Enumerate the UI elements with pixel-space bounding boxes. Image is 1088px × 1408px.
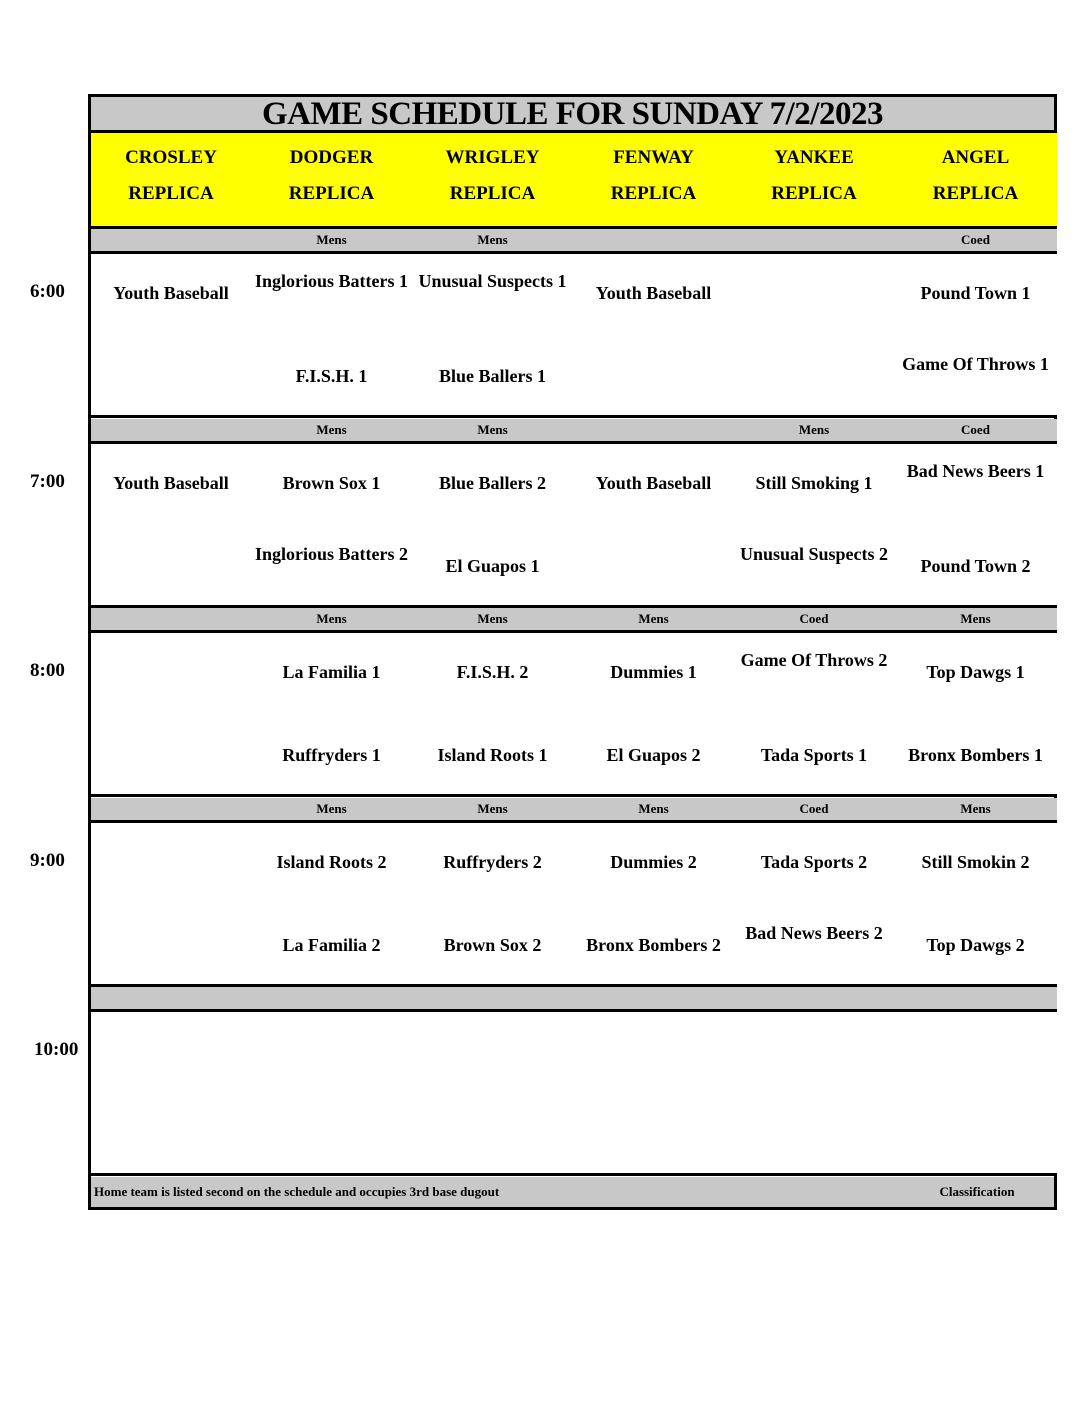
field-type: REPLICA [771, 183, 857, 204]
classification-cell [251, 608, 415, 633]
classification-cell [894, 987, 1057, 1012]
away-team: Game Of Throws 2 [740, 650, 888, 670]
game-cell [734, 254, 897, 418]
classification-label: Mens [477, 422, 508, 437]
classification-cell [412, 987, 576, 1012]
game-cell [91, 444, 254, 608]
home-team: Bad News Beers 2 [745, 923, 883, 943]
game-cell [91, 254, 254, 418]
time-label: 9:00 [30, 850, 65, 871]
home-team: Inglorious Batters 2 [255, 544, 408, 564]
home-team: El Guapos 2 [606, 745, 701, 765]
game-cell [573, 633, 737, 797]
home-team: Pound Town 2 [920, 556, 1031, 576]
classification-cell [91, 798, 254, 823]
classification-cell [734, 419, 897, 444]
game-cell [734, 444, 897, 608]
field-header [412, 133, 576, 229]
field-header [734, 133, 897, 229]
classification-cell [251, 798, 415, 823]
game-cell [251, 823, 415, 987]
home-team-note: Home team is listed second on the schedule and occupies 3rd base dugout [94, 1184, 500, 1199]
time-label: 8:00 [30, 660, 65, 681]
home-team: Unusual Suspects 2 [739, 544, 889, 564]
game-cell [573, 1012, 737, 1176]
away-team: Youth Baseball [113, 473, 229, 493]
away-team: Dummies 1 [610, 662, 697, 682]
field-name: FENWAY [613, 147, 694, 168]
game-cell [251, 1012, 415, 1176]
field-name: ANGEL [941, 147, 1010, 168]
classification-cell [91, 987, 254, 1012]
away-team: Pound Town 1 [920, 283, 1031, 303]
away-team: Island Roots 2 [276, 852, 387, 872]
home-team: Top Dawgs 2 [926, 935, 1025, 955]
away-team: Bad News Beers 1 [906, 461, 1045, 481]
game-cell [894, 254, 1057, 418]
away-team: Brown Sox 1 [282, 473, 381, 493]
time-label: 7:00 [30, 471, 65, 492]
game-cell [412, 444, 576, 608]
game-cell [734, 633, 897, 797]
classification-cell [894, 798, 1057, 823]
home-team: Bronx Bombers 1 [908, 745, 1043, 765]
away-team: Top Dawgs 1 [926, 662, 1025, 682]
away-team: Still Smoking 1 [755, 473, 873, 493]
classification-label: Mens [316, 232, 347, 247]
game-cell [251, 254, 415, 418]
classification-label: Mens [638, 801, 669, 816]
field-header [894, 133, 1057, 229]
classification-cell [894, 229, 1057, 254]
classification-cell [734, 987, 897, 1012]
away-team: Youth Baseball [113, 283, 229, 303]
field-type: REPLICA [610, 183, 697, 204]
classification-cell [734, 798, 897, 823]
home-team: Blue Ballers 1 [439, 366, 546, 386]
game-cell [91, 823, 254, 987]
game-cell [573, 823, 737, 987]
game-cell [894, 1012, 1057, 1176]
classification-label: Coed [961, 232, 990, 247]
classification-cell [251, 419, 415, 444]
field-type: REPLICA [932, 183, 1019, 204]
field-name: CROSLEY [125, 147, 217, 168]
home-team: Brown Sox 2 [443, 935, 542, 955]
classification-cell [91, 229, 254, 254]
home-team: Ruffryders 1 [282, 745, 381, 765]
classification-cell [894, 608, 1057, 633]
schedule-footer [91, 1177, 1054, 1207]
home-team: Tada Sports 1 [760, 745, 868, 765]
classification-cell [573, 987, 737, 1012]
classification-cell [412, 798, 576, 823]
field-name: YANKEE [774, 147, 854, 168]
home-team: Game Of Throws 1 [902, 354, 1049, 374]
home-team: Bronx Bombers 2 [586, 935, 721, 955]
schedule-title: GAME SCHEDULE FOR SUNDAY 7/2/2023 [91, 97, 1054, 133]
classification-label: Mens [477, 611, 508, 626]
classification-cell [573, 608, 737, 633]
game-cell [894, 823, 1057, 987]
classification-label: Mens [316, 422, 347, 437]
classification-label: Coed [799, 801, 829, 816]
time-label: 10:00 [34, 1039, 79, 1060]
classification-label: Mens [798, 422, 830, 437]
classification-cell [734, 229, 897, 254]
field-header [251, 133, 415, 229]
game-cell [91, 633, 254, 797]
schedule-table [88, 94, 1057, 1210]
classification-cell [251, 229, 415, 254]
game-cell [412, 633, 576, 797]
classification-cell [91, 419, 254, 444]
away-team: Dummies 2 [610, 852, 697, 872]
game-cell [573, 254, 737, 418]
classification-cell [894, 419, 1057, 444]
game-cell [91, 1012, 254, 1176]
classification-cell [412, 608, 576, 633]
home-team: La Familia 2 [282, 935, 381, 955]
classification-label: Mens [477, 801, 508, 816]
field-type: REPLICA [288, 183, 375, 204]
game-cell [734, 1012, 897, 1176]
classification-label: Coed [799, 611, 829, 626]
classification-cell [573, 798, 737, 823]
away-team: Inglorious Batters 1 [255, 271, 408, 291]
classification-label: Mens [316, 611, 347, 626]
away-team: La Familia 1 [282, 662, 381, 682]
field-name: DODGER [289, 147, 374, 168]
away-team: Still Smokin 2 [921, 852, 1030, 872]
field-name: WRIGLEY [445, 147, 540, 168]
away-team: F.I.S.H. 2 [456, 662, 529, 682]
classification-cell [734, 608, 897, 633]
field-header [573, 133, 737, 229]
classification-label: Coed [961, 422, 990, 437]
classification-label: Mens [960, 801, 991, 816]
home-team: Island Roots 1 [437, 745, 548, 765]
game-cell [251, 633, 415, 797]
away-team: Tada Sports 2 [760, 852, 868, 872]
game-cell [412, 1012, 576, 1176]
away-team: Youth Baseball [595, 473, 712, 493]
game-cell [412, 254, 576, 418]
time-label: 6:00 [30, 281, 65, 302]
away-team: Youth Baseball [595, 283, 712, 303]
away-team: Unusual Suspects 1 [418, 271, 567, 291]
classification-label: Mens [638, 611, 669, 626]
classification-cell [573, 229, 737, 254]
classification-cell [251, 987, 415, 1012]
field-type: REPLICA [449, 183, 536, 204]
game-cell [734, 823, 897, 987]
field-header [91, 133, 254, 229]
away-team: Blue Ballers 2 [439, 473, 546, 493]
field-type: REPLICA [128, 183, 214, 204]
classification-cell [91, 608, 254, 633]
game-cell [894, 444, 1057, 608]
classification-label: Mens [960, 611, 991, 626]
game-cell [894, 633, 1057, 797]
classification-key: Classification [939, 1184, 1015, 1199]
classification-cell [573, 419, 737, 444]
game-cell [412, 823, 576, 987]
classification-label: Mens [316, 801, 347, 816]
classification-cell [412, 229, 576, 254]
classification-cell [412, 419, 576, 444]
away-team: Ruffryders 2 [443, 852, 542, 872]
home-team: El Guapos 1 [445, 556, 540, 576]
home-team: F.I.S.H. 1 [295, 366, 368, 386]
game-cell [573, 444, 737, 608]
game-cell [251, 444, 415, 608]
classification-label: Mens [477, 232, 508, 247]
